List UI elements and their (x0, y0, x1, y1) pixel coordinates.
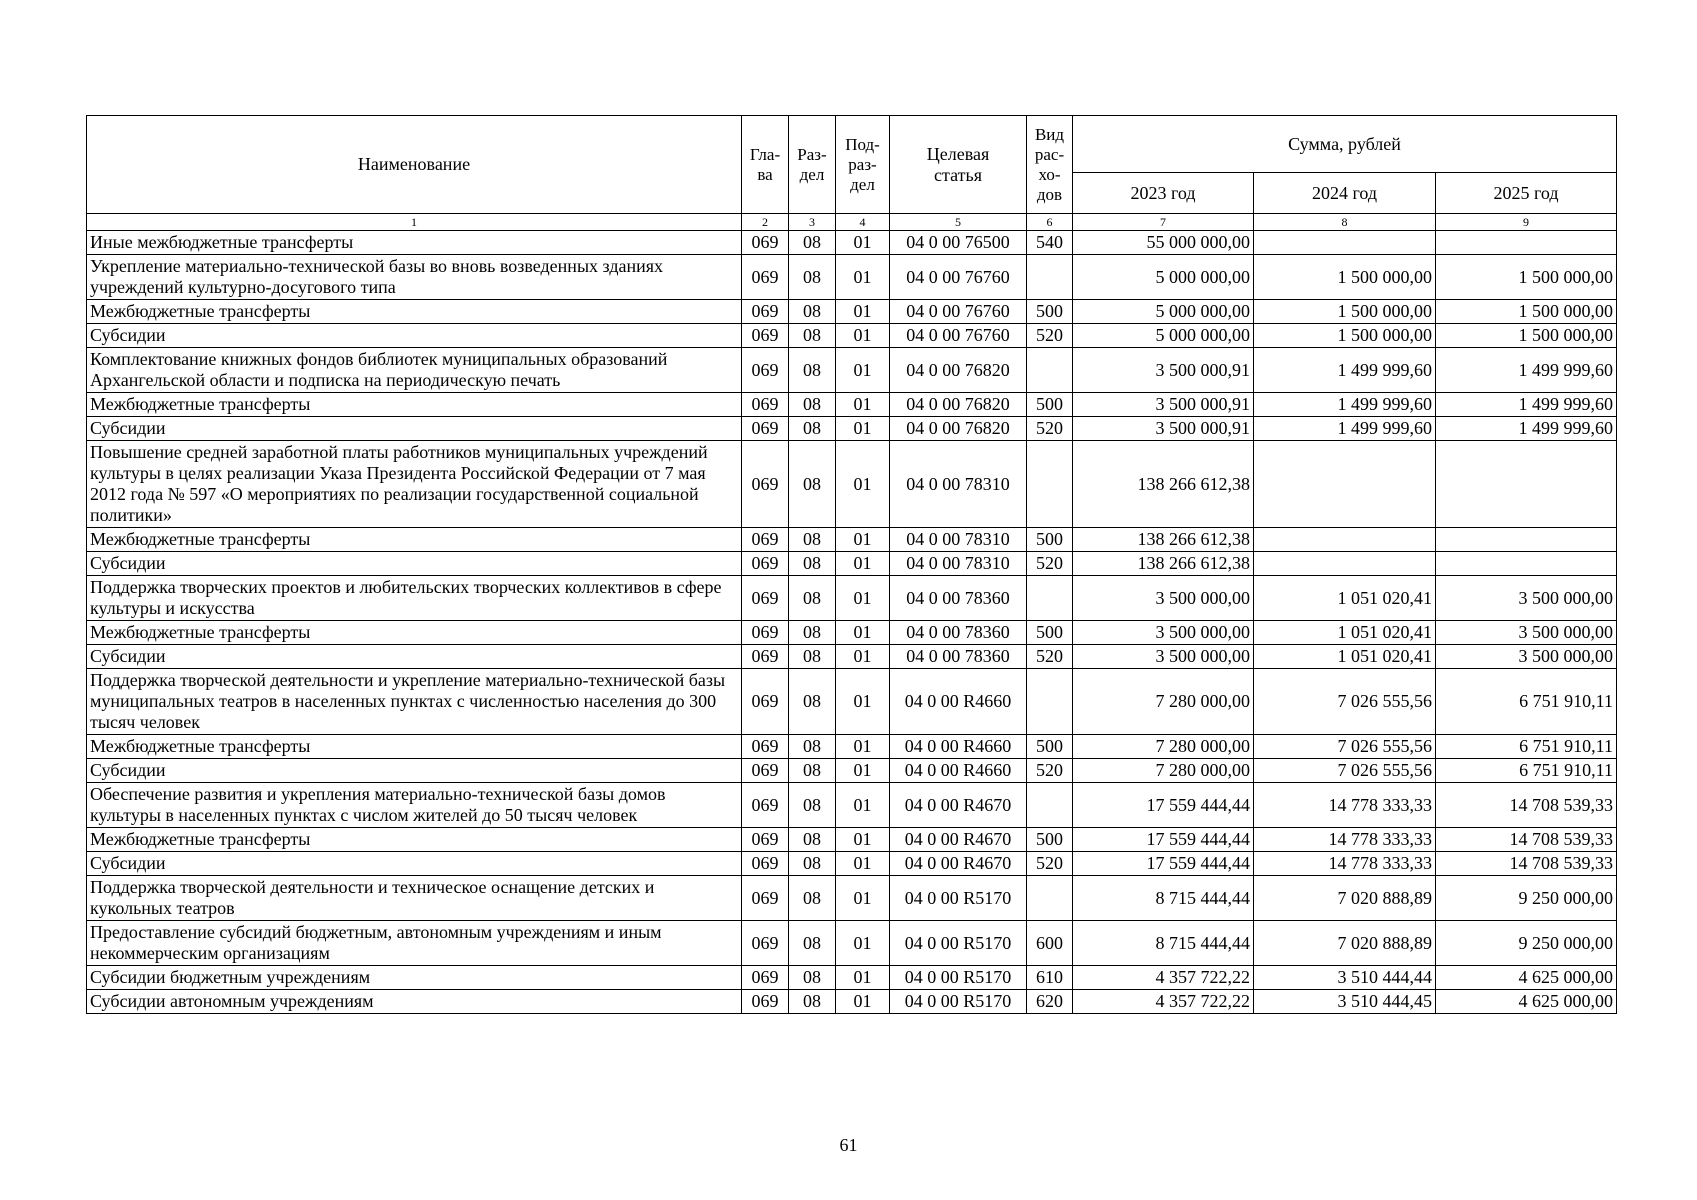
row-glava: 069 (742, 735, 789, 759)
row-razdel: 08 (789, 783, 836, 828)
row-podrazdel: 01 (836, 759, 890, 783)
row-vid-rashodov (1027, 441, 1073, 528)
row-vid-rashodov (1027, 876, 1073, 921)
row-razdel: 08 (789, 921, 836, 966)
row-razdel: 08 (789, 231, 836, 255)
row-amount-2024: 14 778 333,33 (1254, 783, 1436, 828)
row-podrazdel: 01 (836, 552, 890, 576)
table-row (87, 348, 1617, 393)
budget-table (86, 115, 1617, 1014)
row-amount-2025: 1 499 999,60 (1436, 393, 1617, 417)
row-razdel: 08 (789, 990, 836, 1014)
row-amount-2025 (1436, 528, 1617, 552)
row-amount-2025: 3 500 000,00 (1436, 621, 1617, 645)
row-amount-2025: 1 499 999,60 (1436, 417, 1617, 441)
row-amount-2023: 7 280 000,00 (1073, 669, 1254, 735)
row-amount-2023: 5 000 000,00 (1073, 300, 1254, 324)
column-number: 8 (1254, 214, 1436, 231)
row-amount-2023: 8 715 444,44 (1073, 876, 1254, 921)
table-row (87, 876, 1617, 921)
row-amount-2024: 7 026 555,56 (1254, 759, 1436, 783)
row-tselevaya-statya: 04 0 00 76760 (890, 255, 1027, 300)
row-glava: 069 (742, 759, 789, 783)
row-amount-2025: 1 500 000,00 (1436, 324, 1617, 348)
row-glava: 069 (742, 966, 789, 990)
row-podrazdel: 01 (836, 921, 890, 966)
row-glava: 069 (742, 300, 789, 324)
row-amount-2023: 3 500 000,91 (1073, 393, 1254, 417)
row-razdel: 08 (789, 441, 836, 528)
row-amount-2024: 1 499 999,60 (1254, 393, 1436, 417)
row-amount-2025: 14 708 539,33 (1436, 828, 1617, 852)
row-tselevaya-statya: 04 0 00 R5170 (890, 990, 1027, 1014)
column-number-row (87, 214, 1617, 231)
table-row (87, 990, 1617, 1014)
row-amount-2024: 3 510 444,44 (1254, 966, 1436, 990)
row-amount-2024: 1 500 000,00 (1254, 255, 1436, 300)
row-name: Иные межбюджетные трансферты (87, 231, 742, 255)
row-amount-2023: 138 266 612,38 (1073, 552, 1254, 576)
row-razdel: 08 (789, 828, 836, 852)
row-razdel: 08 (789, 552, 836, 576)
row-amount-2025: 1 499 999,60 (1436, 348, 1617, 393)
row-name: Субсидии (87, 759, 742, 783)
row-amount-2023: 138 266 612,38 (1073, 528, 1254, 552)
row-amount-2023: 5 000 000,00 (1073, 255, 1254, 300)
row-amount-2024: 7 026 555,56 (1254, 735, 1436, 759)
row-amount-2025: 14 708 539,33 (1436, 852, 1617, 876)
row-name: Обеспечение развития и укрепления материально-технической базы домов культуры в населенных пунктах с числом жителей до 50 тысяч человек (87, 783, 742, 828)
table-row (87, 669, 1617, 735)
row-podrazdel: 01 (836, 990, 890, 1014)
row-podrazdel: 01 (836, 393, 890, 417)
row-amount-2025: 9 250 000,00 (1436, 876, 1617, 921)
table-header (87, 116, 1617, 231)
row-tselevaya-statya: 04 0 00 R5170 (890, 966, 1027, 990)
row-name: Межбюджетные трансферты (87, 828, 742, 852)
row-tselevaya-statya: 04 0 00 R4670 (890, 783, 1027, 828)
row-vid-rashodov: 520 (1027, 552, 1073, 576)
row-vid-rashodov: 500 (1027, 393, 1073, 417)
row-tselevaya-statya: 04 0 00 R4660 (890, 759, 1027, 783)
row-amount-2023: 138 266 612,38 (1073, 441, 1254, 528)
row-amount-2024 (1254, 528, 1436, 552)
row-tselevaya-statya: 04 0 00 R4670 (890, 852, 1027, 876)
row-amount-2025: 1 500 000,00 (1436, 255, 1617, 300)
row-name: Межбюджетные трансферты (87, 300, 742, 324)
header-glava: Гла- ва (742, 116, 789, 214)
row-razdel: 08 (789, 576, 836, 621)
row-razdel: 08 (789, 324, 836, 348)
row-amount-2024: 7 020 888,89 (1254, 921, 1436, 966)
row-amount-2025: 3 500 000,00 (1436, 576, 1617, 621)
table-row (87, 324, 1617, 348)
row-tselevaya-statya: 04 0 00 78310 (890, 552, 1027, 576)
row-name: Межбюджетные трансферты (87, 528, 742, 552)
row-vid-rashodov: 500 (1027, 735, 1073, 759)
row-amount-2024: 7 020 888,89 (1254, 876, 1436, 921)
table-row (87, 393, 1617, 417)
row-amount-2024: 14 778 333,33 (1254, 852, 1436, 876)
row-podrazdel: 01 (836, 852, 890, 876)
table-row (87, 621, 1617, 645)
row-vid-rashodov (1027, 783, 1073, 828)
row-razdel: 08 (789, 300, 836, 324)
row-podrazdel: 01 (836, 528, 890, 552)
row-razdel: 08 (789, 255, 836, 300)
row-amount-2023: 5 000 000,00 (1073, 324, 1254, 348)
row-amount-2025: 1 500 000,00 (1436, 300, 1617, 324)
row-razdel: 08 (789, 417, 836, 441)
header-vid-rashodov: Вид рас- хо- дов (1027, 116, 1073, 214)
row-amount-2025: 4 625 000,00 (1436, 990, 1617, 1014)
row-razdel: 08 (789, 735, 836, 759)
row-razdel: 08 (789, 348, 836, 393)
row-name: Субсидии бюджетным учреждениям (87, 966, 742, 990)
row-amount-2024: 1 499 999,60 (1254, 348, 1436, 393)
row-name: Субсидии (87, 324, 742, 348)
row-vid-rashodov: 500 (1027, 621, 1073, 645)
row-tselevaya-statya: 04 0 00 78360 (890, 645, 1027, 669)
row-glava: 069 (742, 393, 789, 417)
row-razdel: 08 (789, 966, 836, 990)
row-amount-2024: 1 051 020,41 (1254, 576, 1436, 621)
row-amount-2024 (1254, 231, 1436, 255)
column-number: 3 (789, 214, 836, 231)
page-number: 61 (839, 1135, 858, 1155)
row-name: Комплектование книжных фондов библиотек муниципальных образований Архангельской области и подписка на периодическую печать (87, 348, 742, 393)
row-tselevaya-statya: 04 0 00 R4670 (890, 828, 1027, 852)
row-amount-2025: 6 751 910,11 (1436, 735, 1617, 759)
row-name: Поддержка творческой деятельности и техническое оснащение детских и кукольных театров (87, 876, 742, 921)
row-vid-rashodov (1027, 255, 1073, 300)
row-podrazdel: 01 (836, 669, 890, 735)
row-amount-2023: 17 559 444,44 (1073, 783, 1254, 828)
row-amount-2023: 3 500 000,00 (1073, 576, 1254, 621)
row-vid-rashodov: 520 (1027, 324, 1073, 348)
row-name: Межбюджетные трансферты (87, 393, 742, 417)
row-amount-2023: 3 500 000,00 (1073, 645, 1254, 669)
row-name: Субсидии (87, 552, 742, 576)
row-glava: 069 (742, 621, 789, 645)
row-amount-2024: 1 051 020,41 (1254, 645, 1436, 669)
header-tselevaya-statya: Целевая статья (890, 116, 1027, 214)
row-vid-rashodov: 500 (1027, 528, 1073, 552)
row-podrazdel: 01 (836, 735, 890, 759)
header-year-2024: 2024 год (1254, 173, 1436, 214)
row-name: Укрепление материально-технической базы во вновь возведенных зданиях учреждений культурно-досугового типа (87, 255, 742, 300)
row-podrazdel: 01 (836, 645, 890, 669)
row-vid-rashodov: 620 (1027, 990, 1073, 1014)
row-podrazdel: 01 (836, 876, 890, 921)
row-vid-rashodov: 540 (1027, 231, 1073, 255)
row-podrazdel: 01 (836, 417, 890, 441)
column-number: 9 (1436, 214, 1617, 231)
row-podrazdel: 01 (836, 966, 890, 990)
header-name: Наименование (87, 116, 742, 214)
table-row (87, 759, 1617, 783)
row-tselevaya-statya: 04 0 00 76760 (890, 300, 1027, 324)
row-glava: 069 (742, 324, 789, 348)
row-podrazdel: 01 (836, 231, 890, 255)
row-razdel: 08 (789, 621, 836, 645)
row-vid-rashodov: 520 (1027, 417, 1073, 441)
row-amount-2023: 7 280 000,00 (1073, 759, 1254, 783)
row-glava: 069 (742, 990, 789, 1014)
row-tselevaya-statya: 04 0 00 R4660 (890, 735, 1027, 759)
table-row (87, 576, 1617, 621)
table-row (87, 441, 1617, 528)
column-number: 1 (87, 214, 742, 231)
row-tselevaya-statya: 04 0 00 76760 (890, 324, 1027, 348)
row-amount-2023: 3 500 000,91 (1073, 417, 1254, 441)
column-number: 6 (1027, 214, 1073, 231)
row-razdel: 08 (789, 759, 836, 783)
row-razdel: 08 (789, 852, 836, 876)
row-amount-2023: 3 500 000,91 (1073, 348, 1254, 393)
row-amount-2025: 9 250 000,00 (1436, 921, 1617, 966)
row-tselevaya-statya: 04 0 00 R5170 (890, 921, 1027, 966)
row-amount-2025: 6 751 910,11 (1436, 759, 1617, 783)
column-number: 7 (1073, 214, 1254, 231)
row-amount-2024 (1254, 552, 1436, 576)
row-vid-rashodov: 520 (1027, 759, 1073, 783)
row-name: Субсидии (87, 852, 742, 876)
row-amount-2024: 3 510 444,45 (1254, 990, 1436, 1014)
table-row (87, 417, 1617, 441)
row-tselevaya-statya: 04 0 00 78360 (890, 621, 1027, 645)
row-name: Субсидии (87, 645, 742, 669)
row-glava: 069 (742, 576, 789, 621)
row-vid-rashodov (1027, 576, 1073, 621)
row-tselevaya-statya: 04 0 00 78310 (890, 528, 1027, 552)
row-amount-2024: 14 778 333,33 (1254, 828, 1436, 852)
table-row (87, 552, 1617, 576)
table-row (87, 921, 1617, 966)
column-number: 2 (742, 214, 789, 231)
row-amount-2023: 7 280 000,00 (1073, 735, 1254, 759)
row-razdel: 08 (789, 528, 836, 552)
header-year-2025: 2025 год (1436, 173, 1617, 214)
row-podrazdel: 01 (836, 828, 890, 852)
row-amount-2023: 17 559 444,44 (1073, 852, 1254, 876)
row-vid-rashodov: 600 (1027, 921, 1073, 966)
row-name: Субсидии автономным учреждениям (87, 990, 742, 1014)
row-amount-2025 (1436, 441, 1617, 528)
row-amount-2025: 6 751 910,11 (1436, 669, 1617, 735)
row-amount-2025: 14 708 539,33 (1436, 783, 1617, 828)
row-glava: 069 (742, 441, 789, 528)
row-amount-2023: 4 357 722,22 (1073, 966, 1254, 990)
table-row (87, 528, 1617, 552)
row-tselevaya-statya: 04 0 00 76820 (890, 393, 1027, 417)
row-name: Поддержка творческих проектов и любительских творческих коллективов в сфере культуры и искусства (87, 576, 742, 621)
row-name: Повышение средней заработной платы работников муниципальных учреждений культуры в целях реализации Указа Президента Российской Федерации от 7 мая 2012 года № 597 «О мероприятиях по реализации государственной социальной политики» (87, 441, 742, 528)
row-glava: 069 (742, 528, 789, 552)
row-amount-2025: 3 500 000,00 (1436, 645, 1617, 669)
row-vid-rashodov (1027, 669, 1073, 735)
row-tselevaya-statya: 04 0 00 R5170 (890, 876, 1027, 921)
row-podrazdel: 01 (836, 348, 890, 393)
row-tselevaya-statya: 04 0 00 76500 (890, 231, 1027, 255)
table-row (87, 783, 1617, 828)
row-amount-2023: 8 715 444,44 (1073, 921, 1254, 966)
row-razdel: 08 (789, 876, 836, 921)
table-row (87, 255, 1617, 300)
row-amount-2023: 3 500 000,00 (1073, 621, 1254, 645)
header-podrazdel: Под- раз- дел (836, 116, 890, 214)
row-glava: 069 (742, 231, 789, 255)
row-amount-2025: 4 625 000,00 (1436, 966, 1617, 990)
row-amount-2025 (1436, 231, 1617, 255)
row-podrazdel: 01 (836, 255, 890, 300)
header-year-2023: 2023 год (1073, 173, 1254, 214)
row-podrazdel: 01 (836, 783, 890, 828)
row-name: Межбюджетные трансферты (87, 621, 742, 645)
row-glava: 069 (742, 921, 789, 966)
table-body (87, 231, 1617, 1014)
row-tselevaya-statya: 04 0 00 78310 (890, 441, 1027, 528)
row-glava: 069 (742, 645, 789, 669)
row-podrazdel: 01 (836, 621, 890, 645)
row-tselevaya-statya: 04 0 00 78360 (890, 576, 1027, 621)
row-amount-2024: 1 500 000,00 (1254, 300, 1436, 324)
row-glava: 069 (742, 828, 789, 852)
table-row (87, 645, 1617, 669)
row-razdel: 08 (789, 645, 836, 669)
row-glava: 069 (742, 417, 789, 441)
row-amount-2024: 7 026 555,56 (1254, 669, 1436, 735)
row-glava: 069 (742, 783, 789, 828)
row-vid-rashodov: 500 (1027, 300, 1073, 324)
row-glava: 069 (742, 552, 789, 576)
header-summa: Сумма, рублей (1073, 116, 1617, 173)
row-amount-2024 (1254, 441, 1436, 528)
table-row (87, 852, 1617, 876)
row-podrazdel: 01 (836, 324, 890, 348)
row-name: Поддержка творческой деятельности и укрепление материально-технической базы муниципальных театров в населенных пунктах с численностью населения до 300 тысяч человек (87, 669, 742, 735)
row-name: Межбюджетные трансферты (87, 735, 742, 759)
table-row (87, 735, 1617, 759)
column-number: 5 (890, 214, 1027, 231)
row-vid-rashodov: 520 (1027, 852, 1073, 876)
row-amount-2023: 17 559 444,44 (1073, 828, 1254, 852)
row-amount-2023: 55 000 000,00 (1073, 231, 1254, 255)
table-row (87, 828, 1617, 852)
row-amount-2025 (1436, 552, 1617, 576)
row-glava: 069 (742, 255, 789, 300)
row-glava: 069 (742, 348, 789, 393)
row-amount-2023: 4 357 722,22 (1073, 990, 1254, 1014)
row-name: Субсидии (87, 417, 742, 441)
row-name: Предоставление субсидий бюджетным, автономным учреждениям и иным некоммерческим организациям (87, 921, 742, 966)
row-glava: 069 (742, 852, 789, 876)
row-amount-2024: 1 051 020,41 (1254, 621, 1436, 645)
row-podrazdel: 01 (836, 300, 890, 324)
column-number: 4 (836, 214, 890, 231)
row-vid-rashodov (1027, 348, 1073, 393)
row-amount-2024: 1 500 000,00 (1254, 324, 1436, 348)
row-vid-rashodov: 500 (1027, 828, 1073, 852)
row-podrazdel: 01 (836, 441, 890, 528)
row-podrazdel: 01 (836, 576, 890, 621)
table-row (87, 966, 1617, 990)
row-vid-rashodov: 520 (1027, 645, 1073, 669)
row-razdel: 08 (789, 393, 836, 417)
row-amount-2024: 1 499 999,60 (1254, 417, 1436, 441)
row-glava: 069 (742, 669, 789, 735)
row-tselevaya-statya: 04 0 00 76820 (890, 417, 1027, 441)
row-tselevaya-statya: 04 0 00 R4660 (890, 669, 1027, 735)
table-row (87, 231, 1617, 255)
row-razdel: 08 (789, 669, 836, 735)
row-tselevaya-statya: 04 0 00 76820 (890, 348, 1027, 393)
header-razdel: Раз- дел (789, 116, 836, 214)
row-vid-rashodov: 610 (1027, 966, 1073, 990)
row-glava: 069 (742, 876, 789, 921)
table-row (87, 300, 1617, 324)
